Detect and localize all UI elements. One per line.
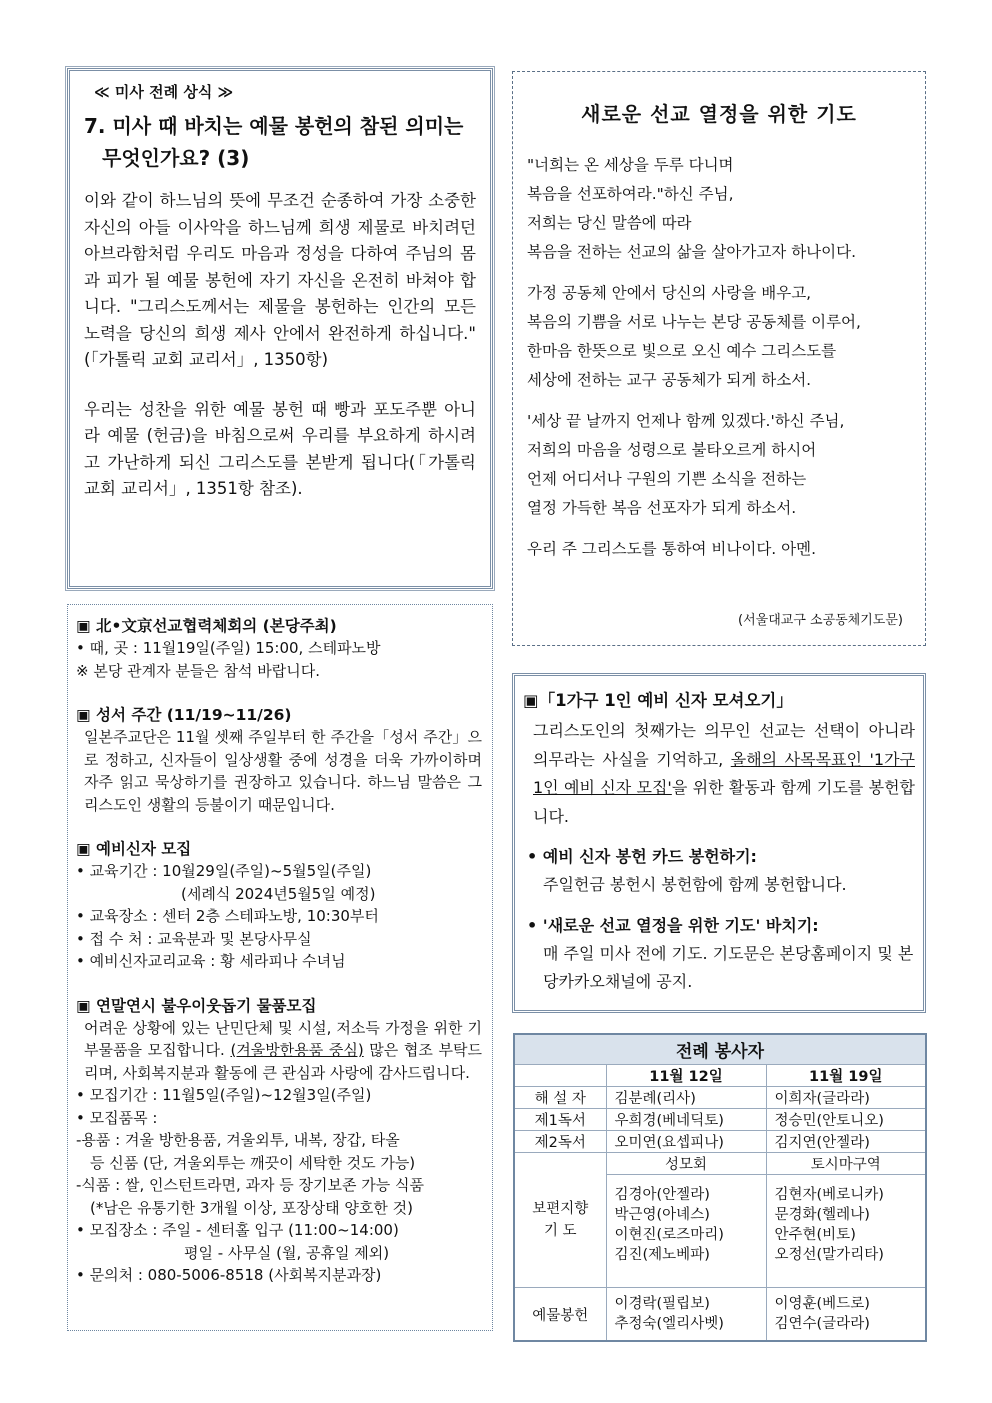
table-row (514, 1065, 926, 1087)
notice-line: ※ 본당 관계자 분들은 참석 바랍니다. (76, 661, 321, 680)
prayer-box (512, 71, 926, 646)
table-row (514, 1109, 926, 1131)
name-list-cell (606, 1175, 766, 1288)
notice-line: • 모집기간 : 11월5일(주일)~12월3일(주일) (76, 1086, 372, 1104)
prayer-line: 우리 주 그리스도를 통하여 비나이다. 아멘. (527, 540, 817, 558)
notice-line: • 예비신자교리교육 : 황 세라피나 수녀님 (76, 952, 346, 970)
campaign-bullet-2-text: 매 주일 미사 전에 기도. 기도문은 본당홈페이지 및 본당카카오채널에 공지. (543, 943, 914, 991)
notice-donation (76, 995, 482, 1287)
role-cell (514, 1153, 606, 1288)
date-header: 11월 12일 (606, 1065, 766, 1087)
name-cell: 이희자(글라라) (766, 1087, 926, 1109)
prayer-line: 가정 공동체 안에서 당신의 사랑을 배우고, (527, 284, 812, 302)
notice-line: • 때, 곳 : 11월19일(주일) 15:00, 스테파노방 (76, 639, 381, 657)
name-cell: 김분례(리사) (606, 1087, 766, 1109)
series-label: ≪ 미사 전례 상식 ≫ (94, 83, 234, 101)
notices-box (67, 604, 493, 1331)
notice-line: -식품 : 쌀, 인스턴트라면, 과자 등 장기보존 가능 식품 (76, 1176, 424, 1194)
prayer-stanza-4 (527, 535, 911, 564)
notice-heading: ▣ 北•文京선교협력체회의 (본당주최) (76, 617, 337, 635)
table-row (514, 1288, 926, 1342)
group-header: 성모회 (606, 1153, 766, 1175)
prayer-stanza-1 (527, 151, 911, 267)
notice-line: • 모집품목 : (76, 1108, 158, 1127)
liturgy-title: 7. 미사 때 바치는 예물 봉헌의 참된 의미는 무엇인가요? (3) (84, 114, 464, 170)
campaign-body (523, 717, 915, 831)
servers-title: 전례 봉사자 (514, 1034, 926, 1065)
campaign-heading: ▣「1가구 1인 예비 신자 모셔오기」 (523, 691, 793, 710)
name-item: 이현진(로즈마리) (614, 1227, 724, 1243)
campaign-body-underlined: 올해의 사목목표인 '1가구 1인 예비 신자 모집' (533, 749, 915, 797)
table-row (514, 1087, 926, 1109)
campaign-bullet-1-text: 주일헌금 봉헌시 봉헌함에 함께 봉헌합니다. (543, 875, 847, 894)
notice-line: 등 신품 (단, 겨울외투는 깨끗이 세탁한 것도 가능) (90, 1153, 416, 1172)
name-list-cell (766, 1288, 926, 1342)
notice-line: • 교육장소 : 센터 2층 스테파노방, 10:30부터 (76, 907, 379, 925)
prayer-stanza-3 (527, 407, 911, 523)
prayer-line: 세상에 전하는 교구 공동체가 되게 하소서. (527, 371, 812, 389)
name-item: 박근영(아녜스) (614, 1207, 710, 1223)
notice-body: 일본주교단은 11월 셋째 주일부터 한 주간을「성서 주간」으로 정하고, 신자들이 일상생활 중에 성경을 더욱 가까이하며 자주 읽고 묵상하기를 권장하고 있습니다. 하느님 말씀은 그리스도인 생활의 등불이기 때문입니다. (84, 728, 482, 814)
table-row (514, 1131, 926, 1153)
prayer-line: "너희는 온 세상을 두루 다니며 (527, 156, 734, 174)
prayer-stanza-2 (527, 279, 911, 395)
prayer-line: 언제 어디서나 구원의 기쁜 소식을 전하는 (527, 470, 807, 488)
name-list-cell (766, 1175, 926, 1288)
name-item: 안주현(비토) (774, 1227, 856, 1243)
name-item: 김진(제노베파) (614, 1247, 710, 1263)
notice-line: • 접 수 처 : 교육분과 및 본당사무실 (76, 929, 312, 948)
liturgy-paragraph-2: 우리는 성찬을 위한 예물 봉헌 때 빵과 포도주뿐 아니라 예물 (헌금)을 바침으로써 우리를 부요하게 하시려고 가난하게 되신 그리스도를 본받게 됩니다(「가톨릭 교회 교리서」, 1351항 참조). (84, 399, 476, 498)
name-cell: 오미연(요셉피나) (606, 1131, 766, 1153)
name-cell: 김지연(안젤라) (766, 1131, 926, 1153)
prayer-line: 저희는 당신 말씀에 따라 (527, 214, 692, 232)
name-item: 오정선(말가리타) (774, 1247, 884, 1263)
name-item: 문경화(헬레나) (774, 1207, 870, 1223)
notice-line: • 문의처 : 080-5006-8518 (사회복지분과장) (76, 1266, 382, 1284)
notice-line: (세례식 2024년5월5일 예정) (181, 884, 376, 903)
notice-line: • 모집장소 : 주일 - 센터홀 입구 (11:00~14:00) (76, 1221, 399, 1239)
name-item: 추정숙(엘리사벳) (614, 1316, 724, 1332)
table-corner (514, 1065, 606, 1087)
prayer-credit: (서울대교구 소공동체기도문) (738, 613, 903, 628)
prayer-line: 복음을 전하는 선교의 삶을 살아가고자 하나이다. (527, 243, 857, 261)
name-item: 김현자(베로니카) (774, 1187, 884, 1203)
name-cell: 우희경(베네딕토) (606, 1109, 766, 1131)
name-list-cell (606, 1288, 766, 1342)
notice-line: • 교육기간 : 10월29일(주일)~5월5일(주일) (76, 862, 372, 880)
notice-body (76, 1017, 482, 1085)
name-item: 김경아(안젤라) (614, 1187, 710, 1203)
role-cell: 예물봉헌 (514, 1288, 606, 1342)
name-cell: 정승민(안토니오) (766, 1109, 926, 1131)
prayer-line: 복음을 선포하여라."하신 주님, (527, 185, 734, 203)
prayer-title: 새로운 선교 열정을 위한 기도 (581, 102, 857, 126)
notice-body-text: 어려운 상황에 있는 난민단체 및 시설, 저소득 가정을 위한 기부물품을 모집합니다. (84, 1018, 482, 1059)
prayer-line: 저희의 마음을 성령으로 불타오르게 하시어 (527, 441, 817, 459)
campaign-bullet-2: • '새로운 선교 열정을 위한 기도' 바치기: (527, 915, 819, 935)
campaign-bullet-1: • 예비 신자 봉헌 카드 봉헌하기: (527, 847, 757, 866)
table-row (514, 1153, 926, 1175)
role-label: 보편지향 기 도 (532, 1201, 589, 1239)
notice-heading: ▣ 연말연시 불우이웃돕기 물품모집 (76, 996, 317, 1015)
notice-line: -용품 : 겨울 방한용품, 겨울외투, 내복, 장갑, 타올 (76, 1131, 400, 1149)
campaign-body-text: 그리스도인의 첫째가는 의무인 선교는 선택이 아니라 의무라는 사실을 기억하고, (533, 721, 915, 769)
role-cell: 해 설 자 (514, 1087, 606, 1109)
prayer-line: 한마음 한뜻으로 빛으로 오신 예수 그리스도를 (527, 342, 837, 360)
group-header: 토시마구역 (766, 1153, 926, 1175)
notice-line: 평일 - 사무실 (월, 공휴일 제외) (184, 1243, 390, 1262)
role-cell: 제2독서 (514, 1131, 606, 1153)
campaign-box (512, 673, 926, 1013)
notice-body-text: 많은 협조 부탁드리며, 사회복지분과 활동에 큰 관심과 사랑에 감사드립니다. (84, 1041, 482, 1082)
notice-heading: ▣ 예비신자 모집 (76, 840, 192, 858)
campaign-body-text: 을 위한 활동과 함께 기도를 봉헌합니다. (533, 778, 915, 826)
notice-body-underlined: (겨울방한용품 중심) (230, 1041, 364, 1059)
notice-catechumen (76, 838, 482, 973)
prayer-line: '세상 끝 날까지 언제나 함께 있겠다.'하신 주님, (527, 412, 845, 430)
name-item: 이영훈(베드로) (774, 1296, 870, 1312)
prayer-line: 복음의 기쁨을 서로 나누는 본당 공동체를 이루어, (527, 313, 861, 331)
liturgy-box (67, 68, 493, 589)
date-header: 11월 19일 (766, 1065, 926, 1087)
liturgy-paragraph-1: 이와 같이 하느님의 뜻에 무조건 순종하여 가장 소중한 자신의 아들 이사악을 하느님께 희생 제물로 바치려던 아브라함처럼 우리도 마음과 정성을 다하여 주님의 몸과 피가 될 예물 봉헌에 자기 자신을 온전히 바쳐야 합니다. "그리스도께서는 제물을 봉헌하는 인간의 모든 노력을 당신의 희생 제사 안에서 완전하게 하십니다."(「가톨릭 교회 교리서」, 1350항) (84, 191, 476, 369)
servers-table (513, 1033, 927, 1342)
notice-bible-week (76, 704, 482, 816)
notice-mission-council (76, 615, 482, 682)
role-cell: 제1독서 (514, 1109, 606, 1131)
notice-line: (*남은 유통기한 3개월 이상, 포장상태 양호한 것) (90, 1198, 413, 1217)
notice-heading: ▣ 성서 주간 (11/19~11/26) (76, 706, 292, 724)
name-item: 이경락(필립보) (614, 1296, 710, 1312)
name-item: 김연수(글라라) (774, 1316, 870, 1332)
prayer-line: 열정 가득한 복음 선포자가 되게 하소서. (527, 499, 797, 517)
